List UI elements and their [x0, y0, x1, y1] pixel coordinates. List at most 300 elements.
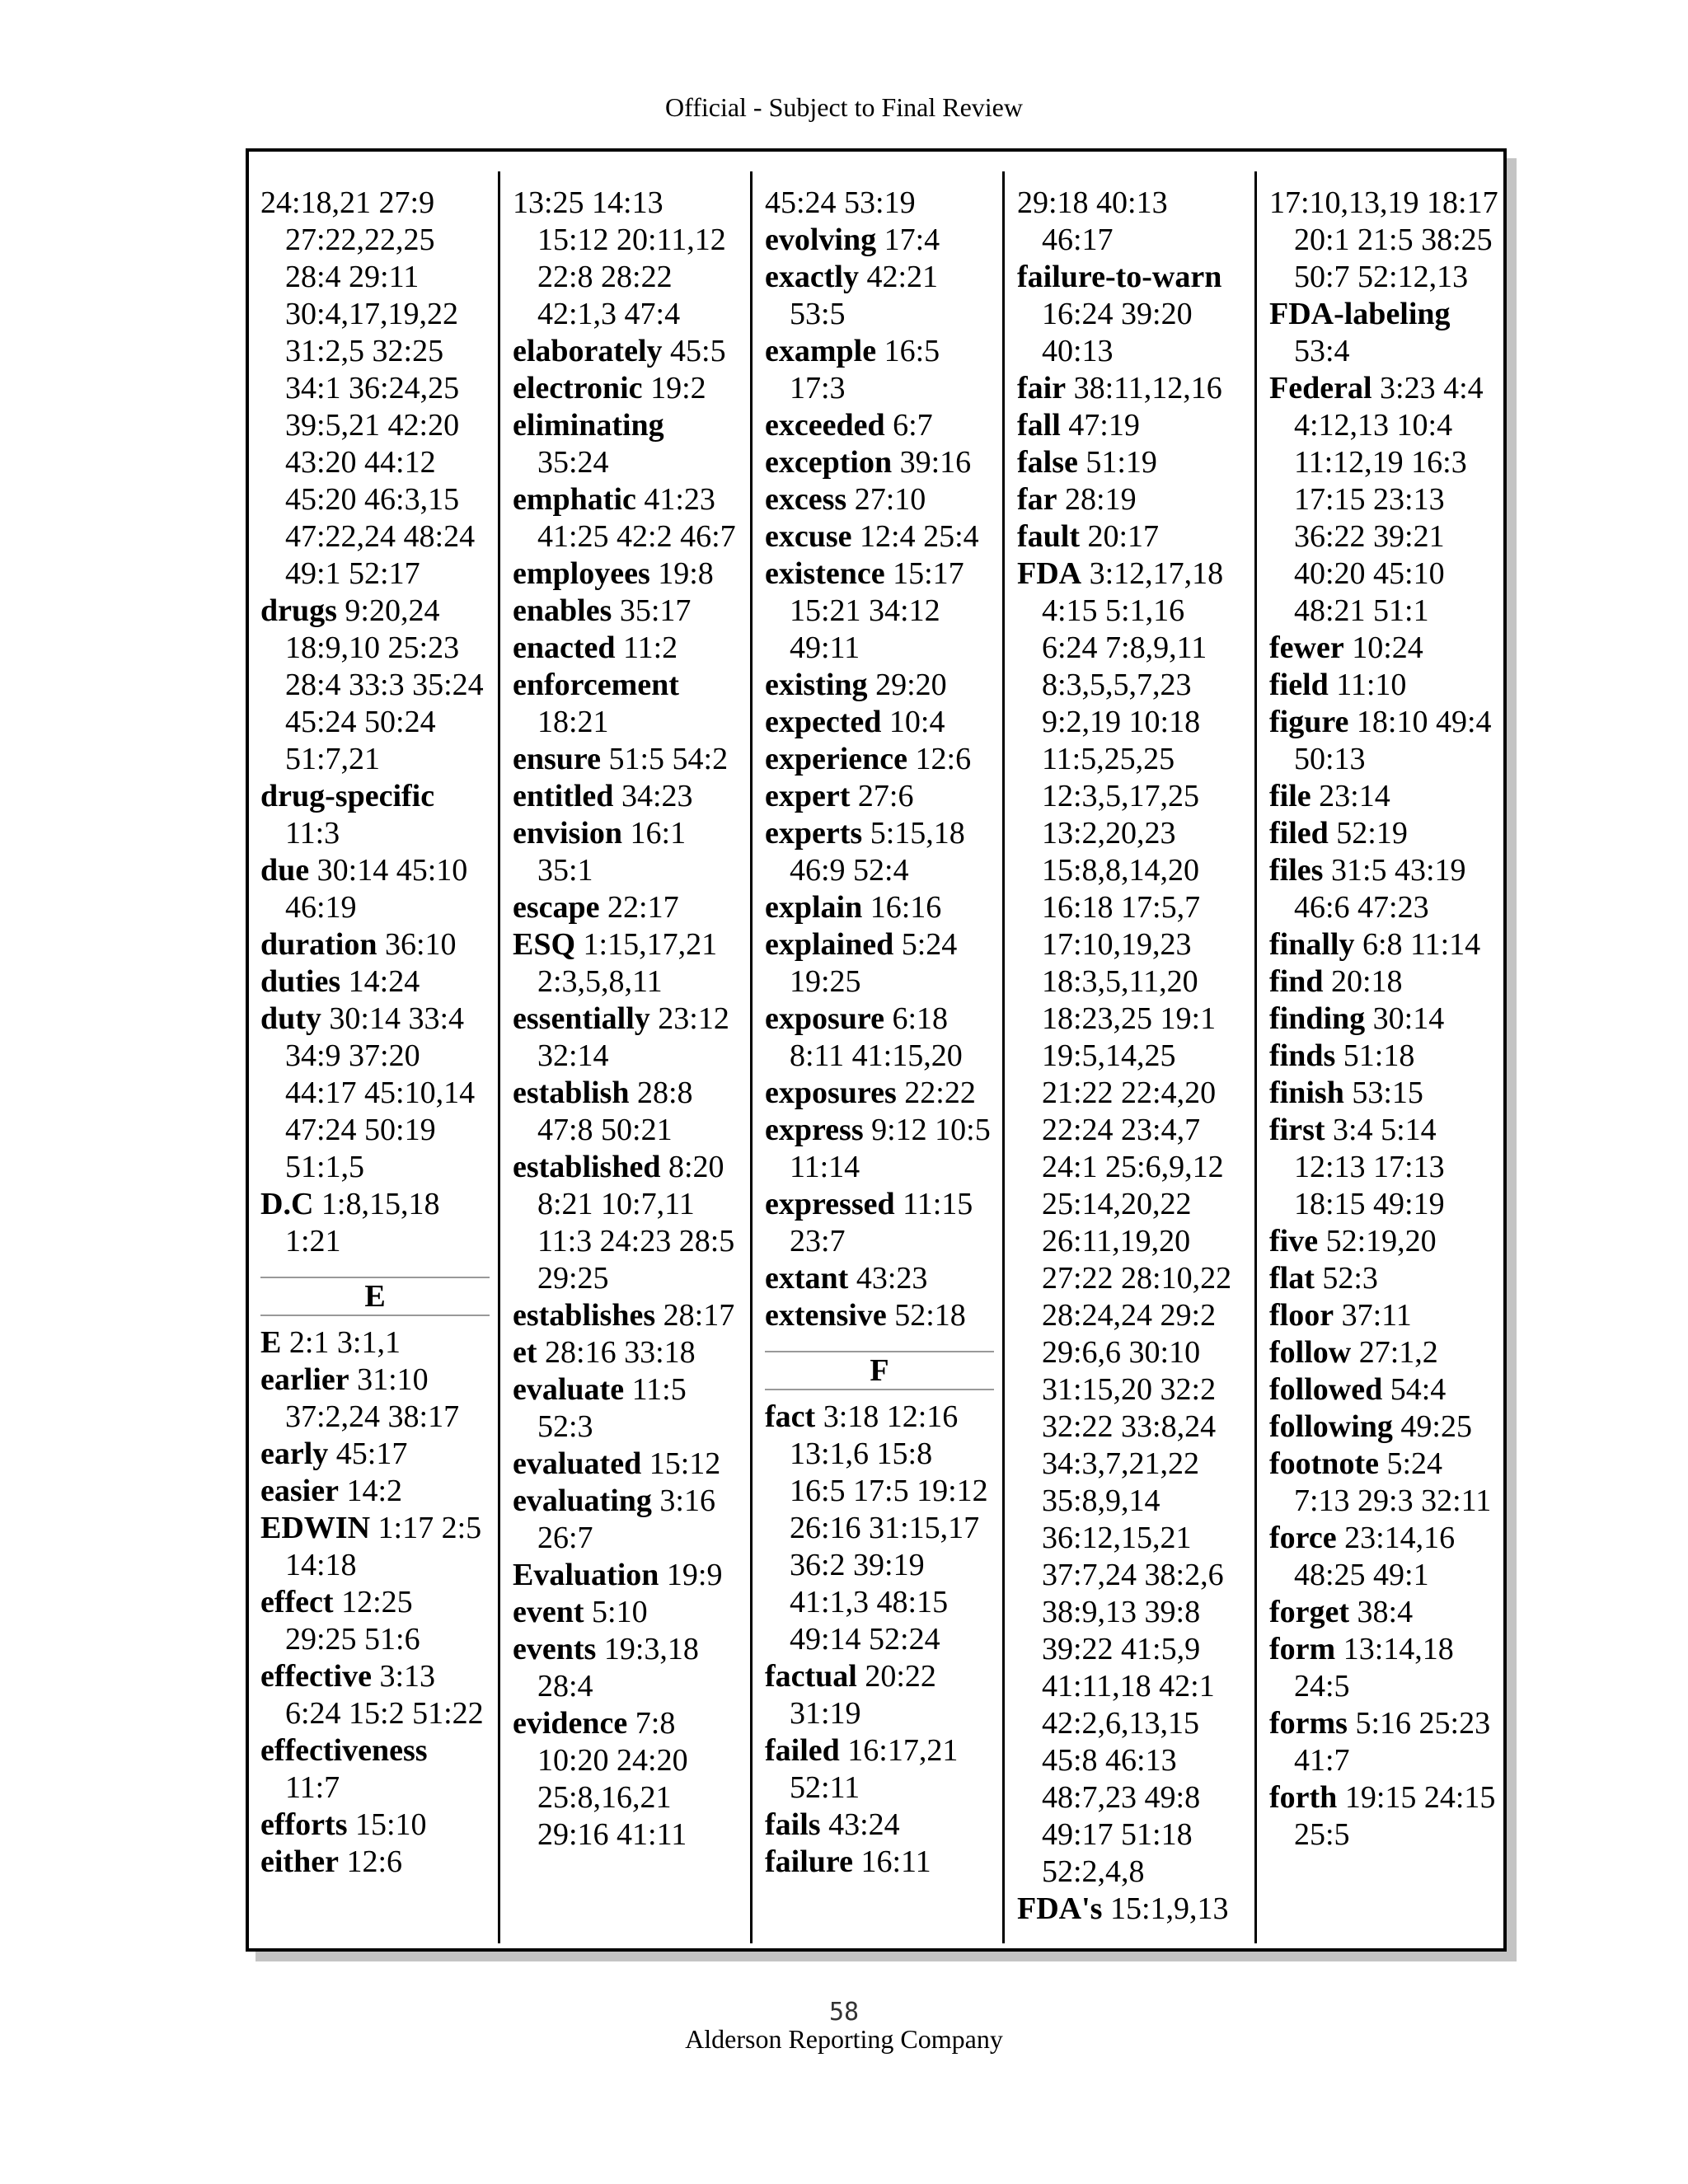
index-entry — [765, 1186, 994, 1260]
index-term: example — [765, 334, 877, 368]
index-term: envision — [513, 816, 623, 851]
index-references: 27:6 — [857, 779, 914, 813]
index-term: duration — [260, 927, 377, 962]
index-references: 37:11 — [1341, 1298, 1412, 1333]
index-entry — [1269, 815, 1498, 852]
index-term: exposures — [765, 1076, 897, 1110]
index-entry — [513, 1483, 742, 1557]
index-term: experts — [765, 816, 863, 851]
index-references: 20:17 — [1087, 519, 1160, 554]
index-references: 28:17 — [663, 1298, 735, 1333]
index-references: 49:25 — [1400, 1409, 1472, 1444]
index-term: explain — [765, 890, 863, 925]
index-term: enacted — [513, 630, 616, 665]
index-term: evaluate — [513, 1372, 625, 1407]
index-references: 23:14,16 48:25 49:1 — [1294, 1521, 1456, 1592]
index-references: 39:16 — [899, 445, 972, 480]
index-term: forms — [1269, 1706, 1348, 1741]
index-references: 53:4 — [1294, 334, 1350, 368]
index-entry — [1269, 1631, 1498, 1705]
index-references: 19:8 — [658, 556, 714, 591]
index-references: 52:19,20 — [1325, 1224, 1437, 1258]
index-term: enforcement — [513, 668, 679, 702]
index-term: et — [513, 1335, 537, 1370]
index-entry — [513, 593, 742, 630]
index-references: 11:15 23:7 — [790, 1187, 973, 1258]
index-term: explained — [765, 927, 894, 962]
index-entry — [765, 667, 994, 704]
index-references: 17:4 — [884, 223, 940, 257]
index-references: 7:8 10:20 24:20 25:8,16,21 29:16 41:11 — [537, 1706, 688, 1852]
index-term: factual — [765, 1659, 857, 1694]
index-term: existence — [765, 556, 885, 591]
index-references: 5:24 19:25 — [790, 927, 958, 999]
index-entry — [513, 889, 742, 926]
index-references: 30:14 45:10 46:19 — [285, 853, 468, 925]
index-entry — [513, 630, 742, 667]
index-term: FDA's — [1017, 1891, 1103, 1926]
index-references: 18:21 — [537, 705, 609, 739]
index-references: 27:1,2 — [1358, 1335, 1438, 1370]
index-entry — [260, 1510, 490, 1584]
section-letter: F — [870, 1353, 889, 1388]
index-entry — [765, 1075, 994, 1112]
index-term: easier — [260, 1474, 339, 1508]
section-header — [765, 1351, 994, 1390]
index-term: efforts — [260, 1807, 348, 1842]
index-term: employees — [513, 556, 650, 591]
index-entry — [765, 1399, 994, 1658]
index-entry — [765, 1260, 994, 1297]
index-entry — [513, 1297, 742, 1334]
index-entry — [260, 1844, 490, 1881]
index-entry — [1017, 185, 1246, 259]
index-term: duty — [260, 1001, 321, 1036]
index-entry — [260, 1186, 490, 1260]
index-entry — [1269, 963, 1498, 1001]
index-references: 1:17 2:5 14:18 — [285, 1511, 482, 1582]
index-term: either — [260, 1844, 339, 1879]
index-term: effective — [260, 1659, 372, 1694]
index-references: 14:2 — [346, 1474, 403, 1508]
index-references: 13:14,18 24:5 — [1294, 1632, 1454, 1704]
index-references: 36:10 — [384, 927, 457, 962]
index-entry — [1269, 296, 1498, 370]
index-references: 3:12,17,18 4:15 5:1,16 6:24 7:8,9,11 8:3,5,5,7,23 9:2,19 10:18 11:5,25,25 12:3,5,17,25 13:2,20,23 15:8,8,14,20 16:18 17:5,7 17:10,19,23 18:3,5,11,20 18:23,25 19:1 19:5,14,25 21:22 22:4,20 22:24 23:4,7 24:1 25:6,9,12 25:14,20,22 26:11,19,20 27:22 28:10,22 28:24,24 29:2 29:6,6 30:10 31:15,20 32:2 32:22 33:8,24 34:3,7,21,22 35:8,9,14 36:12,15,21 37:7,24 38:2,6 38:9,13 39:8 39:22 41:5,9 41:11,18 42:1 42:2,6,13,15 45:8 46:13 48:7,23 49:8 49:17 51:18 52:2,4,8 — [1042, 556, 1232, 1889]
index-references: 5:16 25:23 41:7 — [1294, 1706, 1491, 1778]
index-references: 22:17 — [607, 890, 679, 925]
index-references: 19:9 — [666, 1558, 723, 1592]
index-term: follow — [1269, 1335, 1352, 1370]
index-term: EDWIN — [260, 1511, 371, 1545]
index-entry — [1269, 1223, 1498, 1260]
index-term: flat — [1269, 1261, 1315, 1296]
index-entry — [1269, 1260, 1498, 1297]
index-entry — [260, 1658, 490, 1732]
index-term: forget — [1269, 1595, 1350, 1629]
index-references: 1:15,17,21 2:3,5,8,11 — [537, 927, 718, 999]
index-references: 6:8 11:14 — [1362, 927, 1481, 962]
index-column-4 — [1017, 185, 1246, 1965]
index-entry — [513, 370, 742, 407]
index-references: 16:16 — [870, 890, 942, 925]
index-entry — [765, 1001, 994, 1075]
index-references: 2:1 3:1,1 — [288, 1325, 401, 1360]
index-entry — [513, 1557, 742, 1594]
index-references: 38:11,12,16 — [1073, 371, 1222, 405]
index-entry — [1269, 1075, 1498, 1112]
index-term: field — [1269, 668, 1329, 702]
index-references: 23:12 32:14 — [537, 1001, 729, 1073]
index-entry — [260, 963, 490, 1001]
index-references: 52:18 — [894, 1298, 966, 1333]
index-references: 3:23 4:4 4:12,13 10:4 11:12,19 16:3 17:15 23:13 36:22 39:21 40:20 45:10 48:21 51:1 — [1294, 371, 1484, 628]
index-term: files — [1269, 853, 1324, 888]
index-references: 11:10 — [1336, 668, 1407, 702]
index-references: 30:14 33:4 34:9 37:20 44:17 45:10,14 47:24 50:19 51:1,5 — [285, 1001, 476, 1184]
index-term: expected — [765, 705, 882, 739]
index-term: exceeded — [765, 408, 885, 443]
index-references: 53:15 — [1352, 1076, 1423, 1110]
index-term: evaluated — [513, 1446, 642, 1481]
index-references: 45:5 — [670, 334, 726, 368]
index-entry — [765, 1807, 994, 1844]
index-term: essentially — [513, 1001, 650, 1036]
index-references: 11:3 — [285, 816, 340, 851]
index-entry — [513, 185, 742, 333]
index-references: 12:25 29:25 51:6 — [285, 1585, 420, 1657]
column-divider — [750, 171, 753, 1943]
index-term: existing — [765, 668, 868, 702]
index-entry — [1017, 481, 1246, 518]
index-term: finally — [1269, 927, 1355, 962]
index-references: 11:7 — [285, 1770, 340, 1805]
index-term: form — [1269, 1632, 1336, 1666]
index-column-2 — [513, 185, 742, 1965]
index-entry — [765, 481, 994, 518]
index-entry — [1269, 1112, 1498, 1223]
index-term: FDA-labeling — [1269, 297, 1451, 331]
index-entry — [513, 1001, 742, 1075]
index-box — [246, 148, 1507, 1952]
index-term: event — [513, 1595, 584, 1629]
index-entry — [260, 926, 490, 963]
index-term: entitled — [513, 779, 614, 813]
index-references: 5:15,18 46:9 52:4 — [790, 816, 965, 888]
index-references: 38:4 — [1357, 1595, 1414, 1629]
index-entry — [1269, 1371, 1498, 1408]
index-references: 35:17 — [619, 593, 692, 628]
index-entry — [513, 1334, 742, 1371]
index-entry — [765, 1112, 994, 1186]
index-references: 54:4 — [1390, 1372, 1447, 1407]
index-entry — [765, 222, 994, 259]
index-term: elaborately — [513, 334, 663, 368]
index-references: 31:5 43:19 46:6 47:23 — [1294, 853, 1466, 925]
index-term: fair — [1017, 371, 1067, 405]
index-entry — [260, 1361, 490, 1436]
index-entry — [765, 1844, 994, 1881]
index-term: earlier — [260, 1362, 349, 1397]
index-references: 15:10 — [354, 1807, 427, 1842]
index-entry — [765, 778, 994, 815]
index-references: 27:10 — [854, 482, 926, 517]
index-entry — [513, 815, 742, 889]
index-references: 13:25 14:13 15:12 20:11,12 22:8 28:22 42:1,3 47:4 — [513, 185, 726, 331]
index-entry — [513, 926, 742, 1001]
index-entry — [1269, 185, 1498, 296]
index-entry — [1017, 518, 1246, 555]
index-term: figure — [1269, 705, 1349, 739]
index-references: 12:6 — [915, 742, 972, 776]
index-term: failure — [765, 1844, 853, 1879]
index-entry — [260, 1807, 490, 1844]
index-term: extensive — [765, 1298, 887, 1333]
index-references: 10:24 — [1352, 630, 1423, 665]
index-term: expressed — [765, 1187, 895, 1221]
index-entry — [513, 333, 742, 370]
index-column-1 — [260, 185, 490, 1965]
index-term: evaluating — [513, 1483, 652, 1518]
index-term: due — [260, 853, 310, 888]
column-divider — [1254, 171, 1257, 1943]
index-entry — [513, 741, 742, 778]
index-entry — [765, 889, 994, 926]
index-term: followed — [1269, 1372, 1383, 1407]
index-term: exception — [765, 445, 893, 480]
index-term: finish — [1269, 1076, 1344, 1110]
index-entry — [1269, 1705, 1498, 1779]
index-term: excess — [765, 482, 847, 517]
index-term: fails — [765, 1807, 821, 1842]
index-references: 16:17,21 52:11 — [790, 1733, 959, 1805]
index-references: 47:19 — [1068, 408, 1140, 443]
index-term: escape — [513, 890, 600, 925]
index-references: 15:12 — [649, 1446, 721, 1481]
index-term: false — [1017, 445, 1078, 480]
index-references: 15:17 15:21 34:12 49:11 — [790, 556, 964, 665]
index-term: FDA — [1017, 556, 1082, 591]
index-references: 1:8,15,18 1:21 — [285, 1187, 440, 1258]
index-entry — [1269, 852, 1498, 926]
section-header — [260, 1277, 490, 1316]
index-term: drugs — [260, 593, 337, 628]
index-references: 9:20,24 18:9,10 25:23 28:4 33:3 35:24 45:24 50:24 51:7,21 — [285, 593, 484, 776]
index-entry — [260, 1473, 490, 1510]
section-letter: E — [364, 1279, 386, 1314]
index-references: 18:10 49:4 50:13 — [1294, 705, 1492, 776]
index-entry — [1269, 1297, 1498, 1334]
index-entry — [765, 444, 994, 481]
index-term: finding — [1269, 1001, 1366, 1036]
index-term: E — [260, 1325, 282, 1360]
index-term: following — [1269, 1409, 1393, 1444]
index-references: 6:18 8:11 41:15,20 — [790, 1001, 963, 1073]
index-entry — [765, 518, 994, 555]
index-entry — [1269, 667, 1498, 704]
index-references: 20:22 31:19 — [790, 1659, 936, 1731]
index-references: 16:11 — [860, 1844, 931, 1879]
index-entry — [1269, 370, 1498, 630]
index-term: eliminating — [513, 408, 664, 443]
index-references: 8:20 8:21 10:7,11 11:3 24:23 28:5 29:25 — [537, 1150, 735, 1296]
index-entry — [1017, 370, 1246, 407]
index-term: floor — [1269, 1298, 1334, 1333]
index-entry — [513, 555, 742, 593]
index-term: establish — [513, 1076, 630, 1110]
index-term: drug-specific — [260, 779, 435, 813]
index-entry — [1269, 1594, 1498, 1631]
index-references: 11:5 52:3 — [537, 1372, 687, 1444]
index-term: ensure — [513, 742, 601, 776]
page-footer: Alderson Reporting Company — [685, 2024, 1003, 2054]
page-number: 58 — [828, 1998, 860, 2027]
index-entry — [260, 593, 490, 778]
index-entry — [513, 1149, 742, 1297]
index-term: fall — [1017, 408, 1061, 443]
index-references: 5:10 — [592, 1595, 648, 1629]
index-references: 28:8 47:8 50:21 — [537, 1076, 693, 1147]
index-references: 29:18 40:13 46:17 — [1017, 185, 1168, 257]
index-entry — [1269, 1334, 1498, 1371]
index-entry — [513, 481, 742, 555]
index-column-3 — [765, 185, 994, 1965]
index-references: 10:4 — [889, 705, 945, 739]
index-references: 14:24 — [348, 964, 420, 999]
index-references: 29:20 — [875, 668, 947, 702]
index-entry — [1269, 1038, 1498, 1075]
index-term: filed — [1269, 816, 1329, 851]
index-references: 19:15 24:15 25:5 — [1294, 1780, 1496, 1852]
index-entry — [1269, 1520, 1498, 1594]
index-term: finds — [1269, 1038, 1336, 1073]
index-references: 30:14 — [1372, 1001, 1445, 1036]
index-term: express — [765, 1113, 864, 1147]
index-entry — [765, 1658, 994, 1732]
index-term: far — [1017, 482, 1057, 517]
column-divider — [1002, 171, 1005, 1943]
index-term: first — [1269, 1113, 1325, 1147]
index-references: 28:16 33:18 — [545, 1335, 696, 1370]
index-entry — [260, 1584, 490, 1658]
index-entry — [513, 1631, 742, 1705]
index-term: ESQ — [513, 927, 576, 962]
index-term: effect — [260, 1585, 334, 1619]
index-term: evidence — [513, 1706, 628, 1741]
index-entry — [513, 1594, 742, 1631]
index-references: 51:18 — [1343, 1038, 1415, 1073]
index-references: 51:19 — [1085, 445, 1157, 480]
index-term: find — [1269, 964, 1324, 999]
index-entry — [260, 1001, 490, 1186]
page-header: Official - Subject to Final Review — [665, 92, 1023, 122]
index-term: fewer — [1269, 630, 1344, 665]
index-entry — [260, 185, 490, 593]
index-references: 51:5 54:2 — [608, 742, 729, 776]
index-references: 43:23 — [856, 1261, 928, 1296]
index-entry — [513, 778, 742, 815]
index-references: 42:21 53:5 — [790, 260, 939, 331]
index-term: establishes — [513, 1298, 656, 1333]
index-term: extant — [765, 1261, 849, 1296]
index-term: exactly — [765, 260, 859, 294]
index-references: 52:3 — [1322, 1261, 1378, 1296]
index-term: events — [513, 1632, 597, 1666]
index-entry — [1269, 1001, 1498, 1038]
index-term: D.C — [260, 1187, 314, 1221]
index-term: early — [260, 1436, 329, 1471]
index-term: forth — [1269, 1780, 1338, 1815]
index-references: 3:4 5:14 12:13 17:13 18:15 49:19 — [1294, 1113, 1445, 1221]
index-term: fault — [1017, 519, 1080, 554]
index-references: 52:19 — [1336, 816, 1408, 851]
index-references: 45:17 — [335, 1436, 408, 1471]
index-entry — [1017, 259, 1246, 370]
index-entry — [1269, 926, 1498, 963]
index-entry — [765, 1732, 994, 1807]
index-references: 41:23 41:25 42:2 46:7 — [537, 482, 736, 554]
index-references: 20:18 — [1330, 964, 1403, 999]
index-entry — [765, 1297, 994, 1334]
index-entry — [765, 259, 994, 333]
index-references: 43:24 — [828, 1807, 900, 1842]
index-entry — [1017, 407, 1246, 444]
index-term: evolving — [765, 223, 877, 257]
index-entry — [513, 1371, 742, 1446]
index-term: duties — [260, 964, 341, 999]
index-entry — [513, 407, 742, 481]
index-references: 45:24 53:19 — [765, 185, 916, 220]
index-references: 24:18,21 27:9 27:22,22,25 28:4 29:11 30:4,17,19,22 31:2,5 32:25 34:1 36:24,25 39:5,21 42:20 43:20 44:12 45:20 46:3,15 47:22,24 48:24 49:1 52:17 — [260, 185, 476, 591]
index-entry — [260, 1324, 490, 1361]
index-term: force — [1269, 1521, 1337, 1555]
index-term: five — [1269, 1224, 1319, 1258]
index-term: file — [1269, 779, 1311, 813]
index-references: 15:1,9,13 — [1109, 1891, 1229, 1926]
index-term: effectiveness — [260, 1733, 428, 1768]
index-entry — [1269, 704, 1498, 778]
index-entry — [765, 741, 994, 778]
index-entry — [513, 1446, 742, 1483]
index-references: 31:10 37:2,24 38:17 — [285, 1362, 460, 1434]
index-references: 12:6 — [346, 1844, 403, 1879]
index-entry — [1017, 444, 1246, 481]
index-entry — [765, 407, 994, 444]
index-term: Evaluation — [513, 1558, 659, 1592]
index-entry — [513, 667, 742, 741]
index-references: 17:10,13,19 18:17 20:1 21:5 38:25 50:7 52:12,13 — [1269, 185, 1498, 294]
index-term: fact — [765, 1399, 816, 1434]
index-references: 5:24 7:13 29:3 32:11 — [1294, 1446, 1492, 1518]
index-references: 35:24 — [537, 445, 609, 480]
index-entry — [1269, 1408, 1498, 1446]
index-references: 19:3,18 28:4 — [537, 1632, 699, 1704]
index-entry — [1017, 555, 1246, 1891]
index-term: Federal — [1269, 371, 1372, 405]
index-entry — [765, 704, 994, 741]
index-entry — [1269, 630, 1498, 667]
index-references: 6:7 — [893, 408, 933, 443]
index-term: enables — [513, 593, 612, 628]
index-term: experience — [765, 742, 908, 776]
index-term: failed — [765, 1733, 840, 1768]
index-term: expert — [765, 779, 851, 813]
index-entry — [765, 815, 994, 889]
index-term: electronic — [513, 371, 643, 405]
index-references: 28:19 — [1065, 482, 1137, 517]
index-entry — [1269, 1779, 1498, 1854]
index-entry — [765, 555, 994, 667]
